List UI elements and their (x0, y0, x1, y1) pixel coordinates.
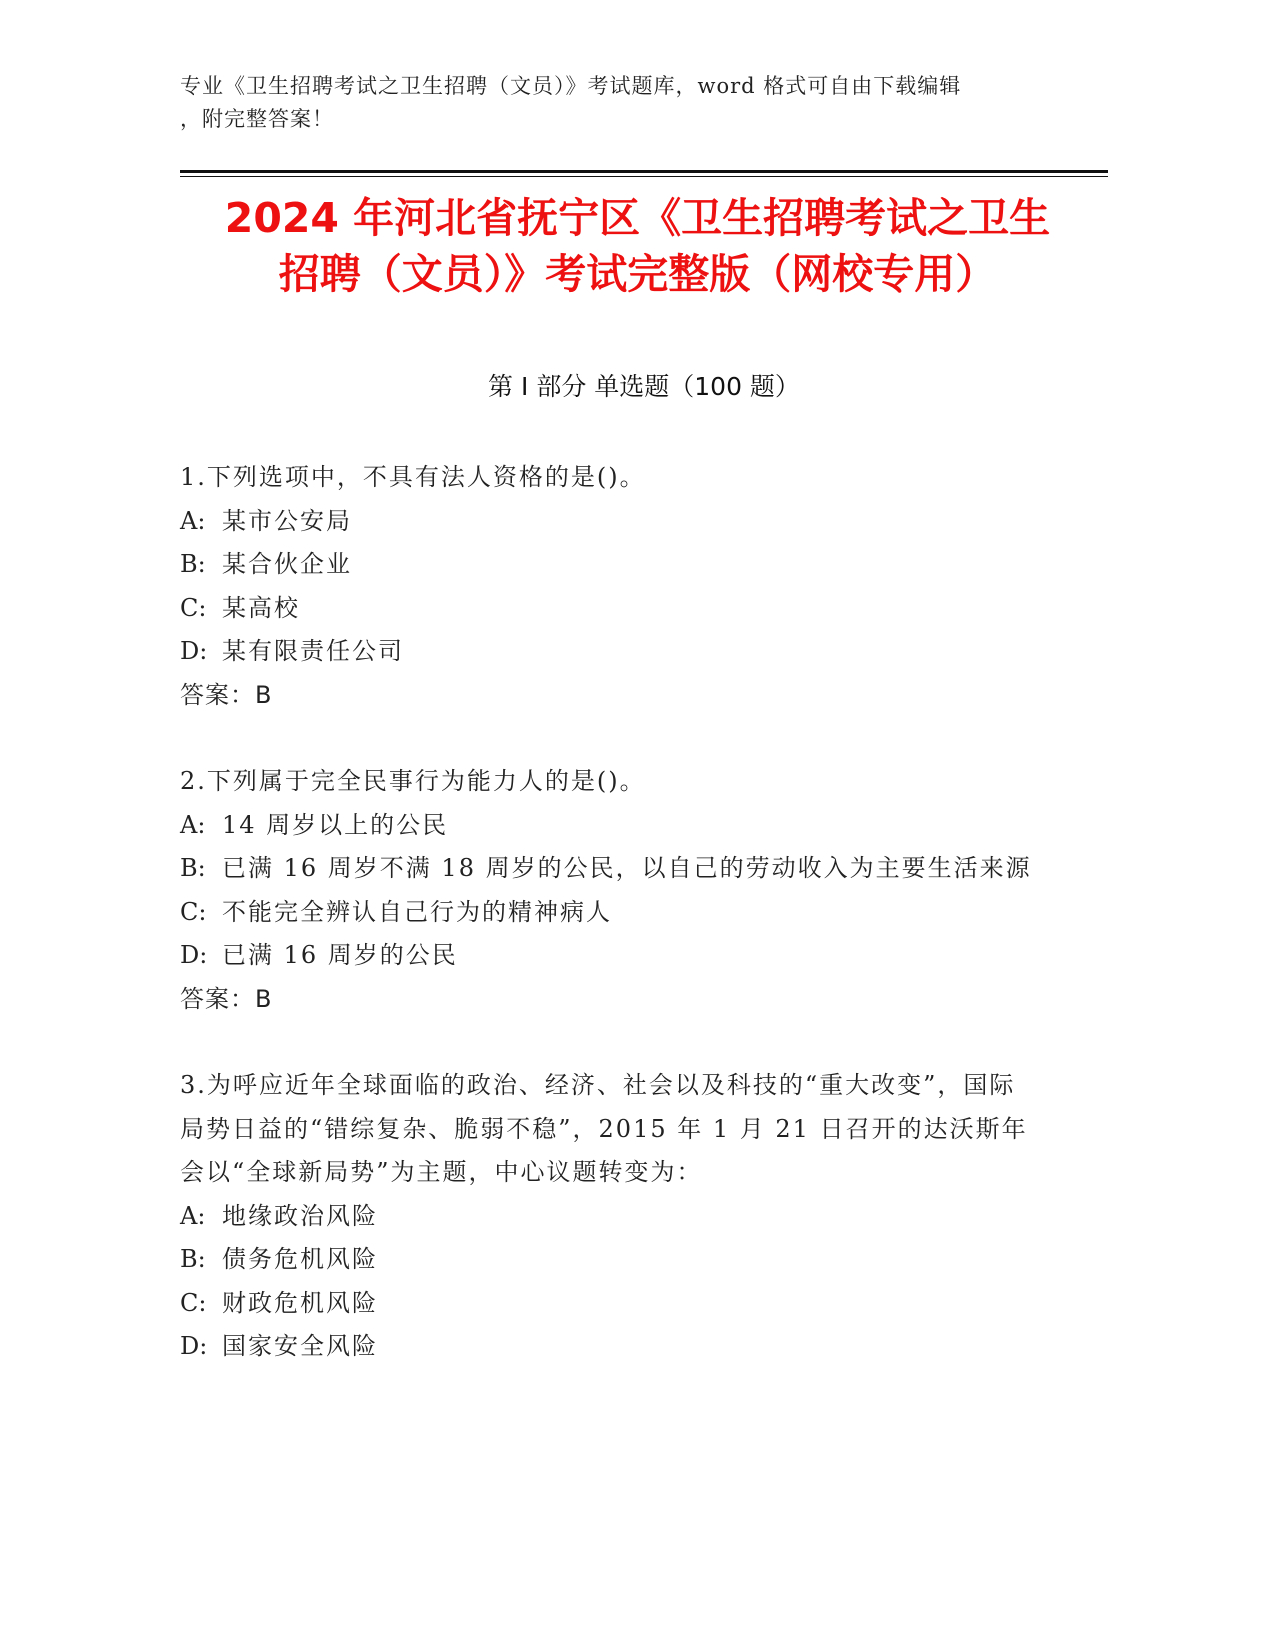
option-text: 某合伙企业 (222, 550, 352, 578)
option-d (180, 934, 1040, 978)
answer-line (180, 674, 1040, 718)
option-b (180, 847, 1040, 891)
option-text: 国家安全风险 (222, 1332, 378, 1360)
question-stem: 1.下列选项中，不具有法人资格的是()。 (180, 463, 646, 491)
option-letter: C: (180, 897, 207, 926)
option-text: 某有限责任公司 (222, 637, 404, 665)
option-b (180, 1238, 1040, 1282)
option-letter: A: (180, 506, 206, 535)
section-title: 第 I 部分 单选题（100 题） (488, 372, 800, 401)
option-letter: D: (180, 941, 208, 969)
question-1 (180, 456, 1040, 717)
answer-label: 答案： (180, 984, 255, 1013)
document-title-line-2: 招聘（文员）》考试完整版（网校专用） (278, 250, 997, 298)
document-title-line-1: 2024 年河北省抚宁区《卫生招聘考试之卫生 (224, 194, 1051, 242)
option-a (180, 804, 1040, 848)
option-letter: D: (180, 637, 208, 665)
option-text: 不能完全辨认自己行为的精神病人 (222, 897, 612, 926)
option-letter: B: (180, 854, 206, 882)
header-note-line-2: ，附完整答案！ (180, 107, 334, 131)
option-text: 14 周岁以上的公民 (222, 810, 449, 839)
option-text: 财政危机风险 (222, 1288, 378, 1317)
option-text: 已满 16 周岁不满 18 周岁的公民，以自己的劳动收入为主要生活来源 (222, 854, 1032, 882)
header-rule-thin (180, 176, 1108, 177)
option-a (180, 500, 1040, 544)
option-letter: C: (180, 593, 207, 622)
header-rule-thick (180, 170, 1108, 173)
option-c (180, 587, 1040, 631)
option-letter: A: (180, 810, 206, 839)
option-d (180, 630, 1040, 674)
question-list (180, 456, 1040, 1412)
question-3 (180, 1064, 1040, 1369)
option-c (180, 1282, 1040, 1326)
option-b (180, 543, 1040, 587)
header-note-line-1: 专业《卫生招聘考试之卫生招聘（文员）》考试题库，word 格式可自由下载编辑 (180, 74, 962, 98)
answer-label: 答案： (180, 680, 255, 709)
option-text: 某市公安局 (222, 506, 352, 535)
option-text: 地缘政治风险 (222, 1201, 378, 1230)
answer-value: B (255, 680, 272, 709)
option-letter: D: (180, 1332, 208, 1360)
question-stem: 3.为呼应近年全球面临的政治、经济、社会以及科技的“重大改变”，国际局势日益的“错综复杂、脆弱不稳”，2015 年 1 月 21 日召开的达沃斯年会以“全球新局势”为主题，中心议题转变为： (180, 1071, 1028, 1186)
option-letter: B: (180, 550, 206, 578)
answer-value: B (255, 984, 272, 1013)
option-letter: C: (180, 1288, 207, 1317)
option-c (180, 891, 1040, 935)
question-stem: 2.下列属于完全民事行为能力人的是()。 (180, 767, 646, 795)
option-text: 已满 16 周岁的公民 (222, 941, 458, 969)
option-a (180, 1195, 1040, 1239)
option-letter: B: (180, 1245, 206, 1273)
option-text: 某高校 (222, 593, 300, 622)
option-d (180, 1325, 1040, 1369)
answer-line (180, 978, 1040, 1022)
option-letter: A: (180, 1201, 206, 1230)
question-2 (180, 760, 1040, 1021)
option-text: 债务危机风险 (222, 1245, 378, 1273)
header-note (180, 70, 1060, 136)
document-title (160, 190, 1115, 302)
